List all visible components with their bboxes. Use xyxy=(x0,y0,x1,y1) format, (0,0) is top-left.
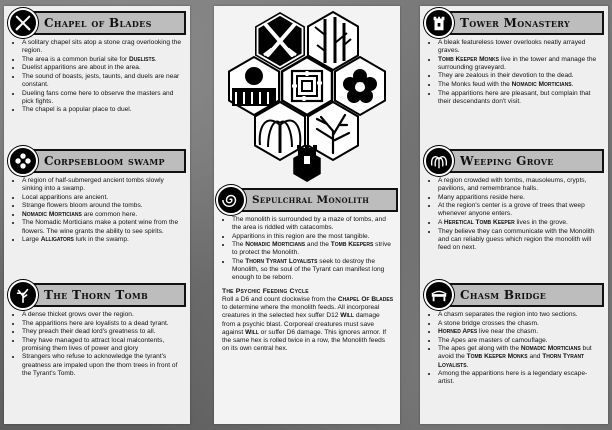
list-item: • The area is a common burial site for Duelists. xyxy=(22,56,184,64)
list-item: • The Nomadic Morticians make a potent wine from the flowers. The wine grants the ability to see spirits. xyxy=(22,219,184,235)
list-item: • A region of half-submerged ancient tombs slowly sinking into a swamp. xyxy=(22,177,184,193)
list-item: • Tomb Keeper Monks live in the tower and manage the surrounding graveyard. xyxy=(438,56,602,72)
section-title: Corpsebloom swamp xyxy=(30,149,186,173)
feeding-cycle-title: The Psychic Feeding Cycle xyxy=(222,288,309,296)
list-item: • Many apparitions reside here. xyxy=(438,194,602,202)
keyword: Will xyxy=(245,328,259,336)
list-item: • A solitary chapel sits atop a stone crag overlooking the region. xyxy=(22,39,184,55)
keyword: Thorn Tyrant Loyalists xyxy=(438,353,585,369)
keyword: Will xyxy=(340,312,354,320)
list-item: • The apparitions here are loyalists to a dead tyrant. xyxy=(22,320,184,328)
section-chapel-of-blades xyxy=(4,10,190,115)
list-item: • Duelist apparitions are about in the area. xyxy=(22,64,184,72)
list-item: • Horned Apes live near the chasm. xyxy=(438,328,602,336)
section-corpsebloom-swamp xyxy=(4,148,190,245)
bullet-list xyxy=(420,39,608,106)
list-item: • They preach their dead lord's greatness to all. xyxy=(22,328,184,336)
list-item: • At the region's center is a grove of trees that weep whenever anyone enters. xyxy=(438,202,602,218)
list-item: • The apparitions here are pleasant, but complain that their descendants don't visit. xyxy=(438,90,602,106)
section-header xyxy=(424,148,604,174)
list-item: • The monolith is surrounded by a maze of tombs, and the area is riddled with catacombs. xyxy=(232,216,394,232)
keyword: Tomb Keeper Monks xyxy=(438,55,500,63)
keyword: Heretical Tomb Keeper xyxy=(443,218,515,226)
section-title: Tower Monastery xyxy=(446,11,604,35)
list-item: • A region crowded with tombs, mausoleums, crypts, pavilions, and remembrance halls. xyxy=(438,177,602,193)
list-item: • Local apparitions are ancient. xyxy=(22,194,184,202)
list-item: • A Heretical Tomb Keeper lives in the grove. xyxy=(438,219,602,227)
list-item: • A chasm separates the region into two sections. xyxy=(438,311,602,319)
tower-icon xyxy=(424,8,454,38)
bullet-list xyxy=(4,39,190,114)
section-header xyxy=(8,148,186,174)
list-item: • The Thorn Tyrant Loyalists seek to destroy the Monolith, so the soul of the Tyrant can manifest long enough to be reborn. xyxy=(232,258,394,282)
bullet-list xyxy=(4,177,190,244)
left-column xyxy=(4,6,190,424)
section-header xyxy=(8,10,186,36)
tree-icon xyxy=(8,280,38,310)
section-title: Sepulchral Monolith xyxy=(238,188,398,212)
bridge-icon xyxy=(424,280,454,310)
tower-icon xyxy=(297,145,317,176)
bullet-list xyxy=(214,216,400,282)
list-item: • Large Alligators lurk in the swamp. xyxy=(22,236,184,244)
bullet-list xyxy=(420,177,608,252)
section-the-thorn-tomb xyxy=(4,282,190,378)
keyword: Nomadic Morticians xyxy=(22,210,82,218)
keyword: Duelists xyxy=(129,55,155,63)
list-item: • The Monks feud with the Nomadic Morticians. xyxy=(438,81,602,89)
section-sepulchral-monolith xyxy=(214,187,400,353)
section-chasm-bridge xyxy=(420,282,608,387)
list-item: • They believe they can communicate with the Monolith and can reliably guess which region the monolith will feed on next. xyxy=(438,228,602,252)
list-item: • The sound of boasts, jests, taunts, and duels are near constant. xyxy=(22,73,184,89)
right-column xyxy=(420,6,608,424)
section-weeping-grove xyxy=(420,148,608,252)
swords-icon xyxy=(8,8,38,38)
keyword: Nomadic Morticians xyxy=(511,80,572,88)
keyword: Tomb Keepers xyxy=(330,241,374,249)
list-item: • A bleak featureless tower overlooks neatly arrayed graves. xyxy=(438,39,602,55)
keyword: Thorn Tyrant Loyalists xyxy=(245,257,318,265)
section-header xyxy=(216,187,398,213)
flower-icon xyxy=(8,146,38,176)
list-item: • Nomadic Morticians are common here. xyxy=(22,211,184,219)
keyword: Nomadic Morticians xyxy=(245,241,306,249)
section-title: Chasm Bridge xyxy=(446,283,604,307)
keyword: Horned Apes xyxy=(438,328,478,336)
section-header xyxy=(424,282,604,308)
list-item: • Apparitions in this region are the most tangible. xyxy=(232,233,394,241)
list-item: • Strange flowers bloom around the tombs. xyxy=(22,202,184,210)
section-title: The Thorn Tomb xyxy=(30,283,186,307)
list-item: • Strangers who refuse to acknowledge the tyrant's greatness are impaled upon the thorn trees in front of the Tyrant's Tomb. xyxy=(22,353,184,377)
list-item: • The apes get along with the Nomadic Morticians but avoid the Tomb Keeper Monks and Thorn Tyrant Loyalists. xyxy=(438,345,602,369)
bullet-list xyxy=(4,311,190,378)
middle-column xyxy=(214,6,400,424)
keyword: Alligators xyxy=(40,236,74,244)
list-item: • They are zealous in their devotion to the dead. xyxy=(438,72,602,80)
weeping-tree-icon xyxy=(424,146,454,176)
keyword: Tomb Keeper Monks xyxy=(466,353,528,361)
section-header xyxy=(424,10,604,36)
hex-map-illustration xyxy=(218,10,396,182)
list-item: • Among the apparitions here is a legendary escape-artist. xyxy=(438,370,602,386)
feeding-cycle-text: Roll a D6 and count clockwise from the Chapel Of Blades to determine where the monolith feeds. All incorporeal creatures in the selected hex suffer D12 Will damage from a psychic blast. Corporeal creatures must save against Will or suffer D6 damage. This ignores armor. If the same hex is rolled twice in a row, the Monolith feeds on its own central hex. xyxy=(222,296,394,352)
list-item: • A dense thicket grows over the region. xyxy=(22,311,184,319)
list-item: • The chapel is a popular place to duel. xyxy=(22,106,184,114)
keyword: Chapel Of Blades xyxy=(337,296,394,304)
list-item: • The Apes are masters of camouflage. xyxy=(438,337,602,345)
list-item: • The Nomadic Morticians and the Tomb Keepers strive to protect the Monolith. xyxy=(232,241,394,257)
list-item: • Dueling fans come here to observe the masters and pick fights. xyxy=(22,90,184,106)
section-tower-monastery xyxy=(420,10,608,106)
section-header xyxy=(8,282,186,308)
spiral-icon xyxy=(216,185,246,215)
hex-flower xyxy=(335,57,385,115)
section-title: Chapel of Blades xyxy=(30,11,186,35)
list-item: • They have managed to attract local malcontents, promising them lives of power and glory xyxy=(22,337,184,353)
bullet-list xyxy=(420,311,608,386)
list-item: • A stone bridge crosses the chasm. xyxy=(438,320,602,328)
keyword: Nomadic Morticians xyxy=(520,345,581,353)
section-title: Weeping Grove xyxy=(446,149,604,173)
